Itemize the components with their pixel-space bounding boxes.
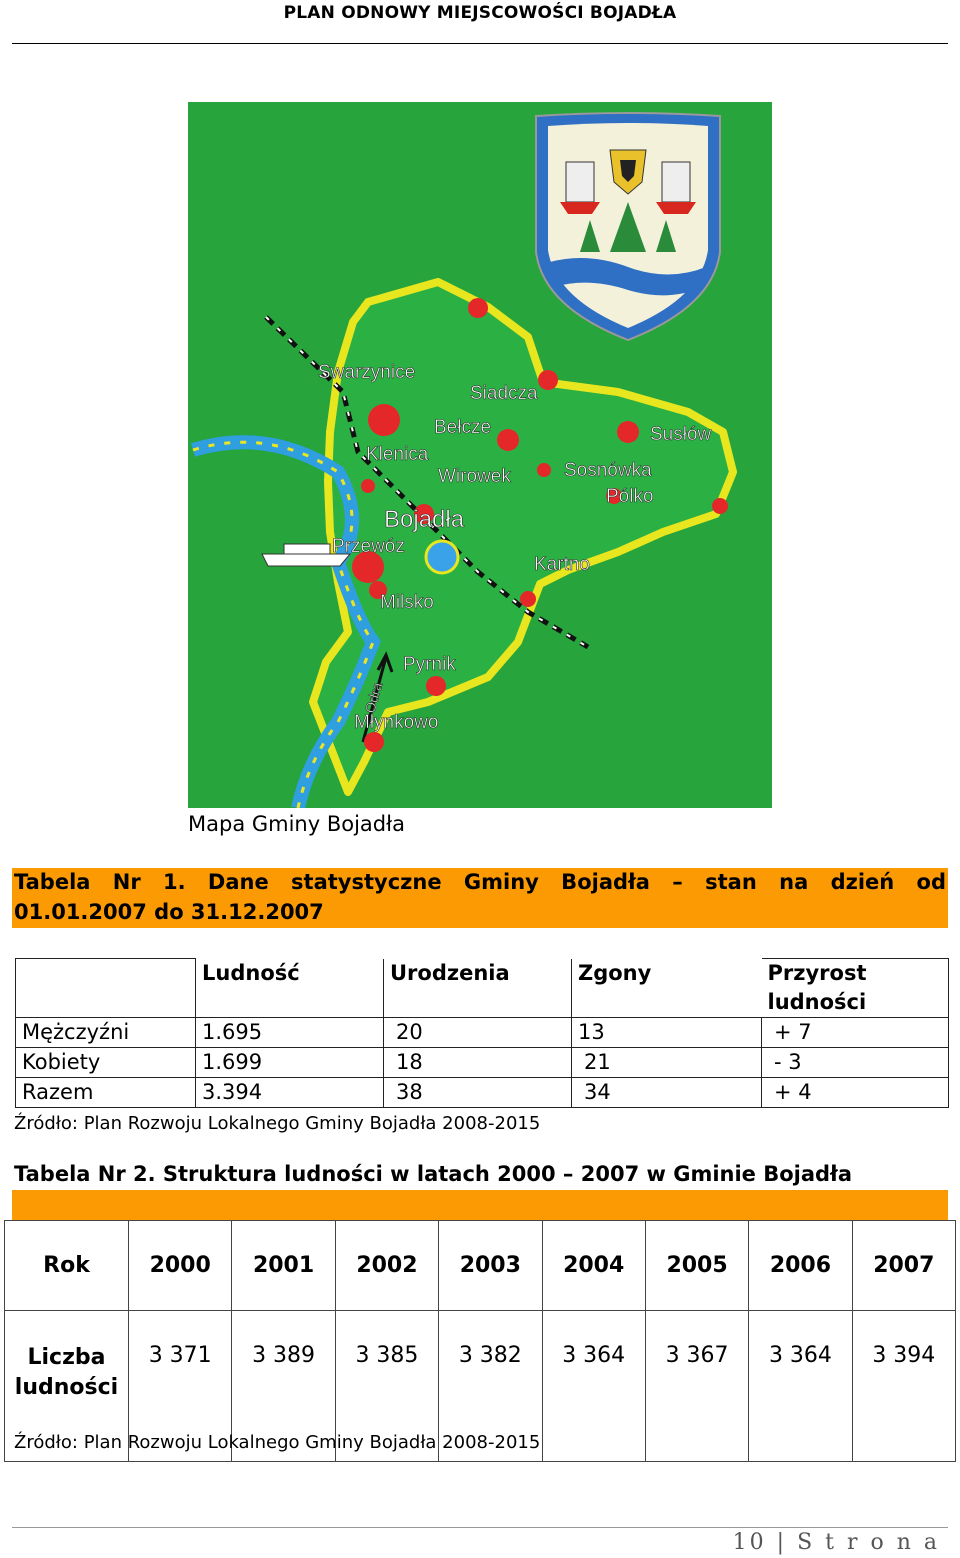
place-label: Młynkowo — [354, 712, 439, 733]
place-label: Bełcze — [434, 417, 492, 438]
table-cell: 18 — [384, 1048, 572, 1078]
table2-source: Źródło: Plan Rozwoju Lokalnego Gminy Bojadła 2008-2015 — [14, 1432, 541, 1453]
population-cell: 3 364 — [542, 1311, 645, 1462]
page-number: 10 | S t r o n a — [732, 1530, 940, 1555]
page-header-title: PLAN ODNOWY MIEJSCOWOŚCI BOJADŁA — [283, 3, 677, 23]
table1-caption-line1: Tabela Nr 1. Dane statystyczne Gminy Bojadła – stan na dzień od — [14, 870, 946, 894]
population-cell: 3 371 — [129, 1311, 232, 1462]
row-label-line: Liczba — [27, 1345, 106, 1370]
table-header-row — [16, 959, 949, 1018]
table-header-cell: Zgony — [572, 959, 762, 1018]
table-header-cell: Ludność — [196, 959, 384, 1018]
year-cell: 2000 — [129, 1221, 232, 1311]
table1-source: Źródło: Plan Rozwoju Lokalnego Gminy Bojadła 2008-2015 — [14, 1113, 541, 1134]
row-label: Mężczyźni — [16, 1018, 196, 1048]
table-cell: 1.695 — [196, 1018, 384, 1048]
place-label: Wirowek — [438, 466, 511, 487]
coat-of-arms-icon — [536, 113, 720, 340]
river-label: Odra — [361, 680, 386, 715]
year-cell: 2002 — [335, 1221, 438, 1311]
table2-caption-highlight — [12, 1190, 948, 1220]
table-cell: 20 — [384, 1018, 572, 1048]
place-label: Klenica — [366, 444, 429, 465]
year-cell: 2007 — [852, 1221, 955, 1311]
table-cell: 1.699 — [196, 1048, 384, 1078]
table2-caption: Tabela Nr 2. Struktura ludności w latach 2000 – 2007 w Gminie Bojadła — [14, 1162, 853, 1186]
footer-divider — [12, 1527, 948, 1528]
place-label: Przewóz — [332, 536, 405, 557]
place-label: Pólko — [606, 486, 654, 507]
table-row — [16, 1078, 949, 1108]
row-label: Rok — [5, 1221, 129, 1311]
map-drawing — [188, 102, 772, 808]
table1-caption-line2: 01.01.2007 do 31.12.2007 — [14, 900, 324, 924]
table-cell: + 7 — [762, 1018, 949, 1048]
population-cell: 3 367 — [645, 1311, 748, 1462]
year-cell: 2006 — [749, 1221, 852, 1311]
row-label: Razem — [16, 1078, 196, 1108]
table-header-cell: Urodzenia — [384, 959, 572, 1018]
bojadla-center-marker — [426, 541, 458, 573]
table-cell: - 3 — [762, 1048, 949, 1078]
municipality-map — [188, 102, 772, 808]
year-cell: 2003 — [439, 1221, 542, 1311]
place-label: Kartno — [534, 554, 590, 575]
row-label: Kobiety — [16, 1048, 196, 1078]
population-cell: 3 364 — [749, 1311, 852, 1462]
population-cell: 3 385 — [335, 1311, 438, 1462]
place-label: Bojadła — [384, 506, 465, 533]
year-cell: 2001 — [232, 1221, 335, 1311]
population-cell: 3 389 — [232, 1311, 335, 1462]
map-caption: Mapa Gminy Bojadła — [188, 812, 405, 836]
table-row — [5, 1221, 956, 1311]
header-divider — [12, 43, 948, 44]
row-label-line: ludności — [14, 1375, 119, 1400]
population-stats-table — [15, 958, 949, 1108]
population-cell: 3 382 — [439, 1311, 542, 1462]
place-label: Milsko — [380, 592, 434, 613]
place-label: Swarzynice — [318, 362, 416, 383]
place-label: Susłów — [650, 424, 712, 445]
table-cell: 13 — [572, 1018, 762, 1048]
table-row — [16, 1048, 949, 1078]
table-cell: 21 — [572, 1048, 762, 1078]
table-cell: + 4 — [762, 1078, 949, 1108]
table-cell: 38 — [384, 1078, 572, 1108]
place-label: Sosnówka — [564, 460, 652, 481]
table-row — [16, 1018, 949, 1048]
population-by-year-table — [4, 1220, 956, 1462]
table-header-cell: Przyrost ludności — [762, 959, 949, 1018]
year-cell: 2004 — [542, 1221, 645, 1311]
place-label: Pyrnik — [403, 654, 456, 675]
table-header-cell — [16, 959, 196, 1018]
place-label: Siadcza — [470, 383, 538, 404]
year-cell: 2005 — [645, 1221, 748, 1311]
table-cell: 34 — [572, 1078, 762, 1108]
table-cell: 3.394 — [196, 1078, 384, 1108]
population-cell: 3 394 — [852, 1311, 955, 1462]
